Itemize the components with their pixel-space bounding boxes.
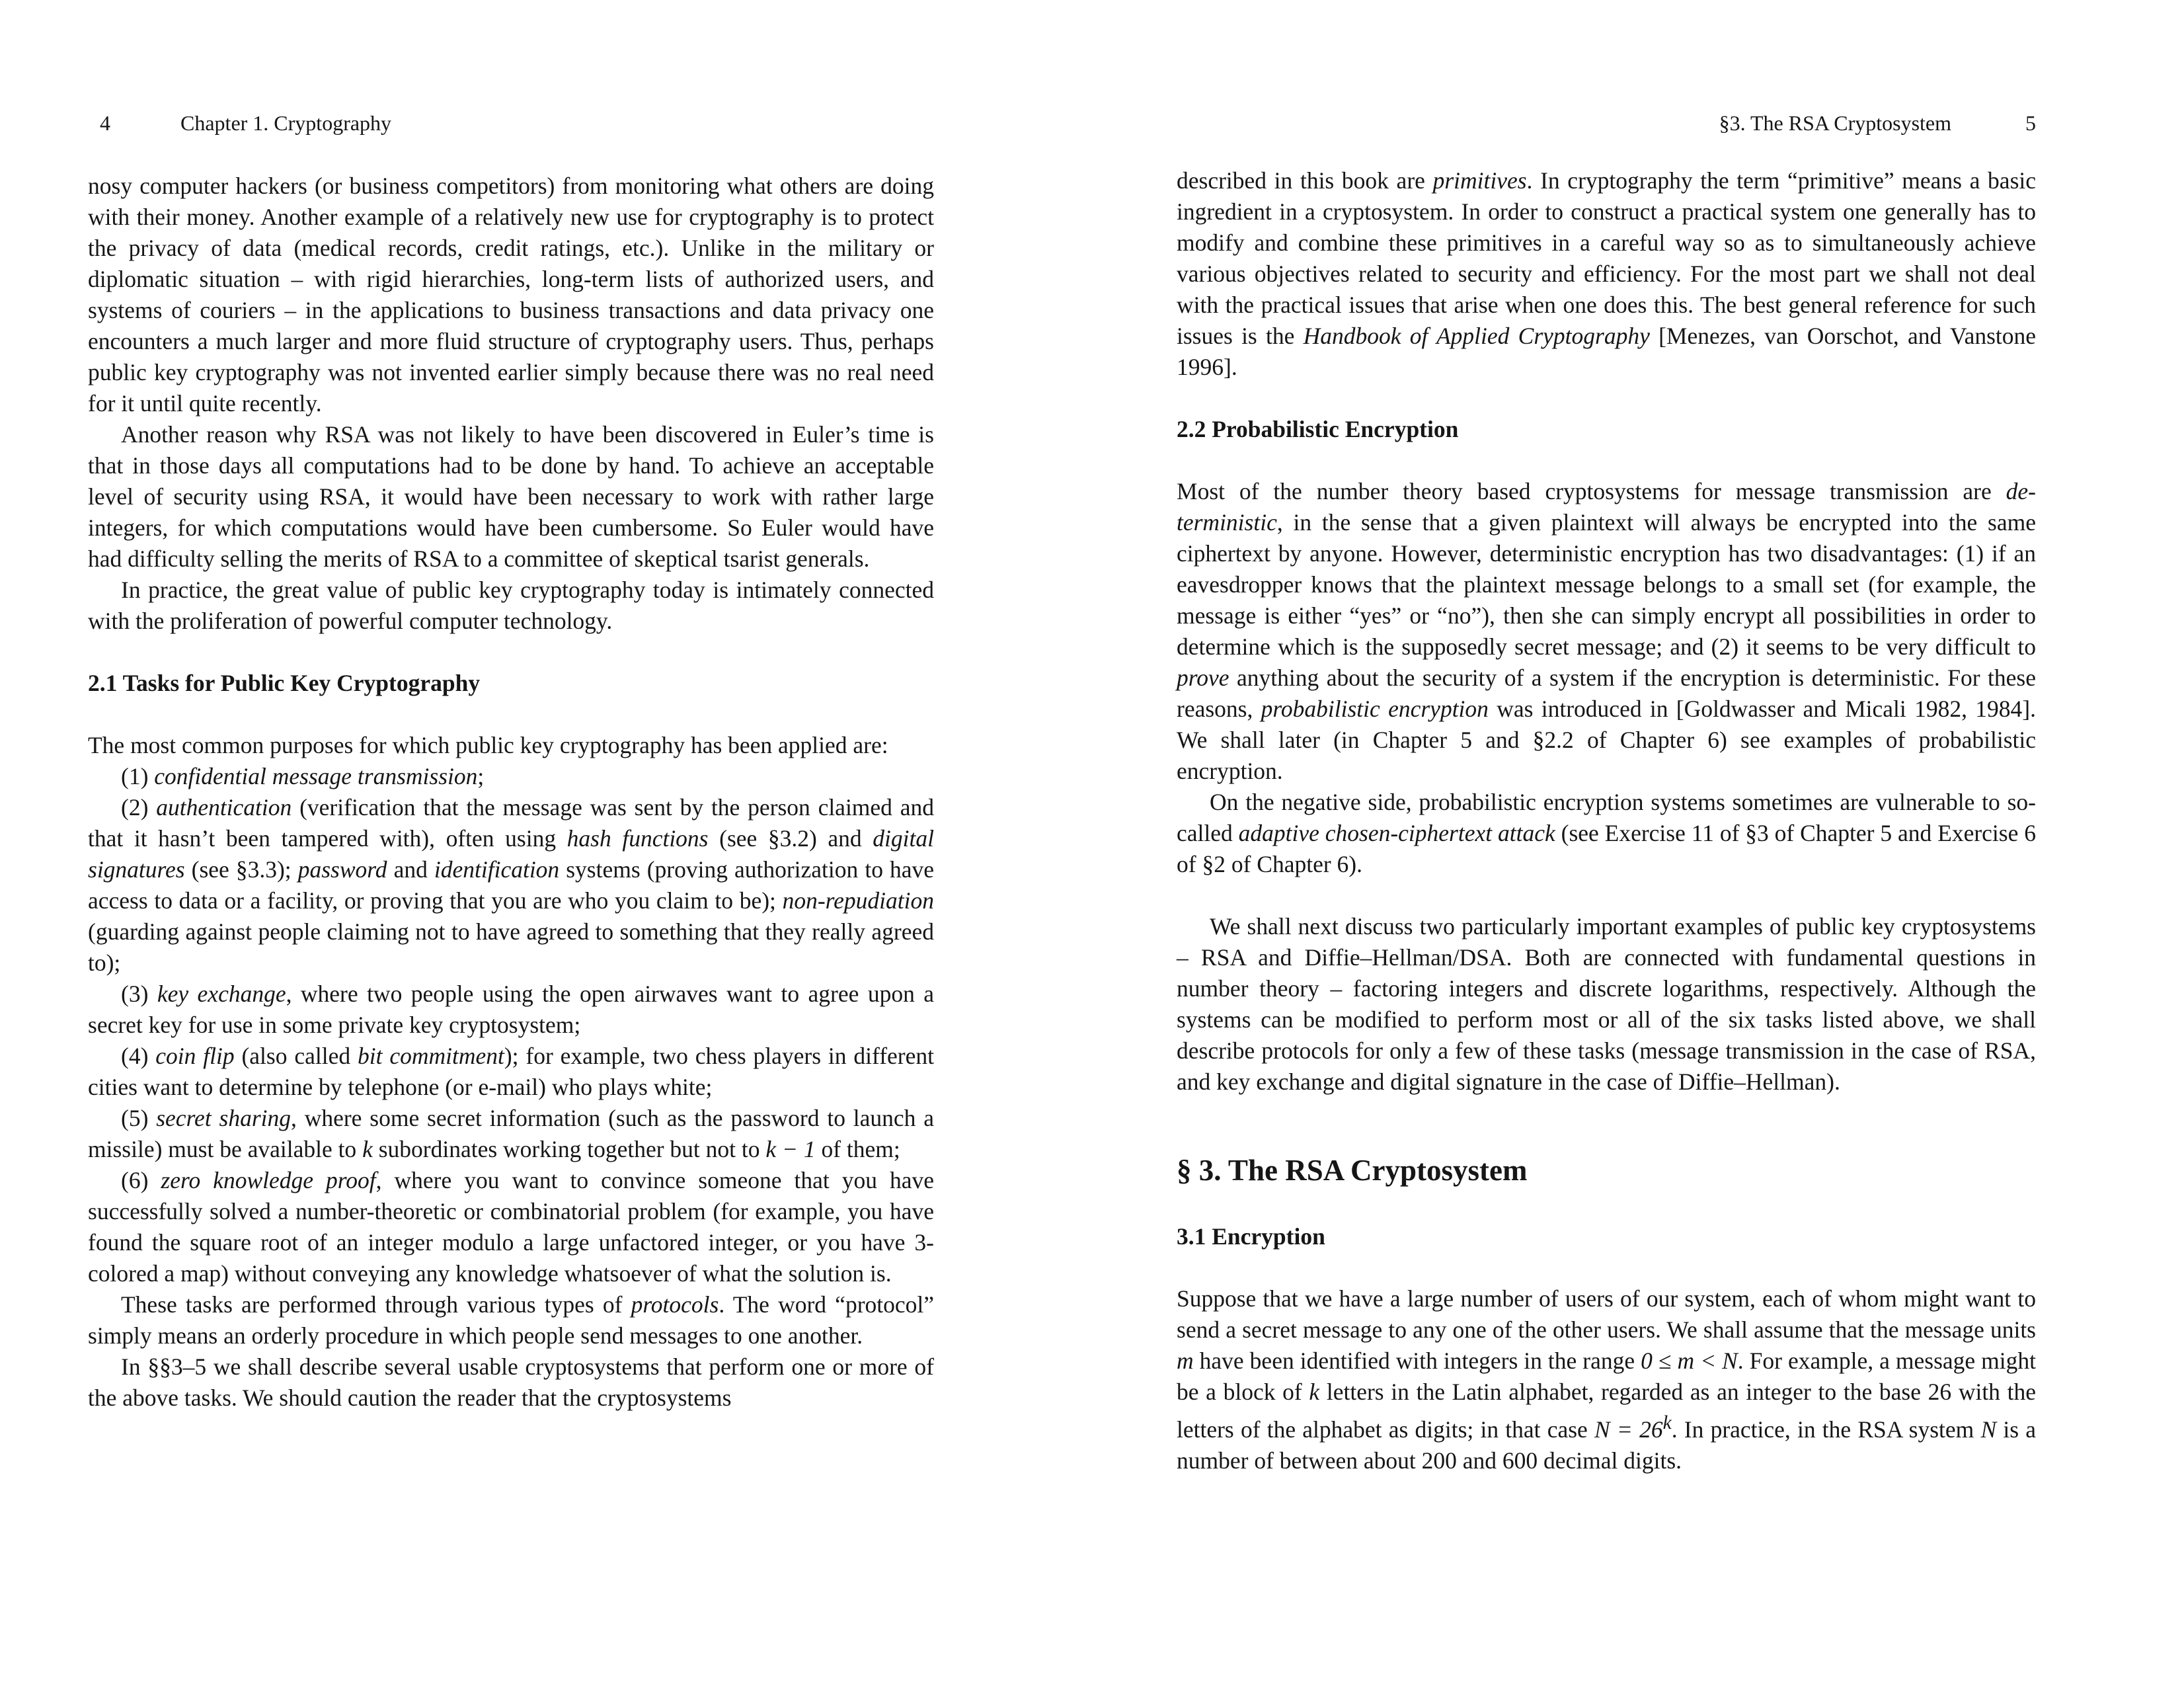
list-item-5 (88, 1103, 934, 1165)
item-2-number: (2) (121, 794, 157, 821)
item-1-end: ; (477, 763, 485, 789)
heading-3-1: 3.1 Encryption (1177, 1223, 1325, 1250)
paragraph-intro: nosy computer hackers (or business competitors) from monitoring what others are doing with their money. Another example of a relatively new use for cryptography is to protect the privacy of data (medical records, credit ratings, etc.). Unlike in the military or diplomatic situation – with rigid hierarchies, long-term lists of authorized users, and systems of couriers – in the applications to business transactions and data privacy one encounters a much larger and more fluid structure of cryptography users. Thus, perhaps public key cryptography was not invented earlier simply because there was no real need for it until quite recently. (88, 173, 934, 417)
var-k: k (1309, 1379, 1320, 1405)
item-6-term: zero knowledge proof (161, 1167, 376, 1193)
item-4-text-1: (also called (234, 1043, 358, 1069)
item-1-number: (1) (121, 763, 155, 789)
item-5-text-1: , where some secret information (such as the password to launch a missile) must be available to (88, 1105, 934, 1162)
item-5-expr-k-minus-1: k − 1 (765, 1136, 816, 1162)
item-5-text-3: of them; (815, 1136, 900, 1162)
item-3-text: , where two people using the open airwaves want to agree upon a secret key for use in some private key cryptosystem; (88, 981, 935, 1038)
left-text-block (88, 171, 934, 1414)
prove-term: prove (1177, 664, 1229, 691)
section-3-heading: § 3. The RSA Cryptosystem (1177, 1154, 1528, 1187)
item-2-text-4: and (387, 856, 434, 883)
encryption-text-6: is a number of between about 200 and 600 decimal digits. (1177, 1416, 2037, 1474)
list-item-2 (88, 792, 934, 979)
item-4-text-2: ); for example, two chess players in different cities want to determine by telephone (or e-mail) who plays white; (88, 1043, 934, 1100)
list-item-4 (88, 1041, 934, 1103)
deterministic-text-2: , in the sense that a given plaintext will always be encrypted into the same ciphertext by anyone. However, deterministic encryption has two disadvantages: (1) if an eavesdropper knows that the plaintext message belongs to a small set (for example, the message is either “yes” or “no”), then she can simply encrypt all possibilities in order to determine which is the supposedly secret message; and (2) it seems to be very difficult to (1177, 509, 2036, 660)
var-N: N (1980, 1416, 1997, 1443)
negative-text-1: On the negative side, probabilistic encryption systems sometimes are vulnerable to so-called (1177, 789, 2036, 846)
item-2-text-1: (verification that the message was sent by the person claimed and that it hasn’t been tampered with), often using (88, 794, 934, 852)
item-3-number: (3) (121, 981, 157, 1007)
paragraph-next-discussion: We shall next discuss two particularly important examples of public key cryptosystems – RSA and Diffie–Hellman/DSA. Both are connected with fundamental questions in number theory – factoring integers and discrete logarithms, respectively. Although the systems can be modified to perform most or all of the six tasks listed above, we shall describe protocols for only a few of these tasks (message transmission in the case of RSA, and key exchange and digital signature in the case of Diffie–Hellman). (1177, 913, 2036, 1095)
item-2-term-digital-signatures: digital signatures (88, 825, 934, 883)
left-page-number: 4 (100, 111, 110, 135)
item-2-term-authentication: authentication (156, 794, 292, 821)
deterministic-term: deterministic (1177, 478, 2036, 536)
item-6-text: , where you want to convince someone that you have successfully solved a number-theoretic or combinatorial problem (for example, you have found the square root of an integer modulo a large unfactored integer, or you have 3-colored a map) without conveying any knowledge whatsoever of what the solution is. (88, 1167, 934, 1287)
negative-text-2: (see Exercise 11 of §3 of Chapter 5 and Exercise 6 of §2 of Chapter 6). (1177, 820, 2037, 877)
right-text-block (1177, 165, 2036, 1476)
heading-2-1: 2.1 Tasks for Public Key Cryptography (88, 670, 481, 696)
right-page-number: 5 (2025, 111, 2036, 135)
item-6-number: (6) (121, 1167, 161, 1193)
range-expression: 0 ≤ m < N (1641, 1347, 1738, 1374)
left-running-title: Chapter 1. Cryptography (180, 111, 392, 135)
item-5-number: (5) (121, 1105, 157, 1131)
item-5-text-2: subordinates working together but not to (372, 1136, 766, 1162)
item-2-text-5: systems (proving authorization to have access to data or a facility, or proving that you are who you claim to be); (88, 856, 934, 914)
paragraph-deterministic (1177, 476, 2036, 787)
deterministic-text-1: Most of the number theory based cryptosystems for message transmission are (1177, 478, 2006, 504)
item-5-term: secret sharing (156, 1105, 292, 1131)
encryption-text-3: . For example, a message might be a block of (1177, 1347, 2037, 1405)
paragraph-protocols (88, 1289, 934, 1351)
left-running-head (88, 110, 934, 136)
primitives-text-3: [Menezes, van Oorschot, and Vanstone 1996]. (1177, 323, 2037, 380)
list-item-1 (88, 761, 934, 792)
encryption-text-2: have been identified with integers in the range (1193, 1347, 1641, 1374)
paragraph-negative (1177, 787, 2036, 880)
deterministic-text-3: anything about the security of a system if the encryption is deterministic. For these reasons, (1177, 664, 2036, 722)
primitives-book-title: Handbook of Applied Cryptography (1303, 323, 1650, 349)
item-2-term-identification: identification (434, 856, 560, 883)
item-2-text-3: (see §3.3); (184, 856, 298, 883)
deterministic-text-4: was introduced in [Goldwasser and Micali 1982, 1984]. We shall later (in Chapter 5 and §2.2 of Chapter 6) see examples of probabilistic encryption. (1177, 696, 2036, 784)
item-3-term: key exchange (157, 981, 286, 1007)
primitives-term: primitives (1432, 167, 1527, 194)
paragraph-primitives (1177, 165, 2036, 383)
paragraph-encryption (1177, 1283, 2036, 1476)
item-5-var-k: k (362, 1136, 373, 1162)
encryption-text-1: Suppose that we have a large number of users of our system, each of whom might want to send a secret message to any one of the other users. We shall assume that the message units (1177, 1285, 2036, 1343)
item-2-term-password: password (297, 856, 387, 883)
item-4-term-bit-commitment: bit commitment (357, 1043, 504, 1069)
item-2-text-2: (see §3.2) and (708, 825, 873, 852)
paragraph-purposes: The most common purposes for which public key cryptography has been applied are: (88, 732, 888, 758)
list-item-6 (88, 1165, 934, 1289)
item-2-term-hash-functions: hash functions (566, 825, 709, 852)
primitives-text-2: . In cryptography the term “primitive” means a basic ingredient in a cryptosystem. In order to construct a practical system one generally has to modify and combine these primitives in a careful way so as to simultaneously achieve various objectives related to security and efficiency. For the most part we shall not deal with the practical issues that arise when one does this. The best general reference for such issues is the (1177, 167, 2037, 349)
right-running-head (1177, 110, 2036, 136)
paragraph-practice: In practice, the great value of public key cryptography today is intimately connected with the proliferation of powerful computer technology. (88, 577, 934, 634)
paragraph-euler: Another reason why RSA was not likely to have been discovered in Euler’s time is that in those days all computations had to be done by hand. To achieve an acceptable level of security using RSA, it would have been necessary to work with rather large integers, for which computations would have been cumbersome. So Euler would have had difficulty selling the merits of RSA to a committee of skeptical tsarist generals. (88, 421, 934, 572)
item-2-text-6: (guarding against people claiming not to have agreed to something that they really agreed to); (88, 918, 934, 976)
item-4-term-coin-flip: coin flip (155, 1043, 235, 1069)
list-item-3 (88, 979, 934, 1041)
primitives-text-1: described in this book are (1177, 167, 1433, 194)
protocols-term: protocols (631, 1291, 719, 1318)
n-equation-exponent: k (1662, 1412, 1672, 1433)
encryption-text-5: . In practice, in the RSA system (1671, 1416, 1981, 1443)
encryption-text-4: letters in the Latin alphabet, regarded as an integer to the base 26 with the letters of the alphabet as digits; in that case (1177, 1379, 2036, 1443)
heading-2-2: 2.2 Probabilistic Encryption (1177, 416, 1459, 442)
var-m: m (1177, 1347, 1194, 1374)
probabilistic-encryption-term: probabilistic encryption (1261, 696, 1489, 722)
protocols-text-1: These tasks are performed through various types of (121, 1291, 631, 1318)
protocols-text-2: . The word “protocol” simply means an orderly procedure in which people send messages to one another. (88, 1291, 934, 1349)
right-running-title: §3. The RSA Cryptosystem (1719, 111, 1951, 135)
item-4-number: (4) (121, 1043, 156, 1069)
n-equation: N = 26 (1594, 1416, 1663, 1443)
item-1-term: confidential message transmission (154, 763, 478, 789)
item-2-term-non-repudiation: non-repudiation (782, 887, 934, 914)
paragraph-sections: In §§3–5 we shall describe several usable cryptosystems that perform one or more of the above tasks. We should caution the reader that the cryptosystems (88, 1353, 934, 1411)
negative-term: adaptive chosen-ciphertext attack (1238, 820, 1555, 846)
